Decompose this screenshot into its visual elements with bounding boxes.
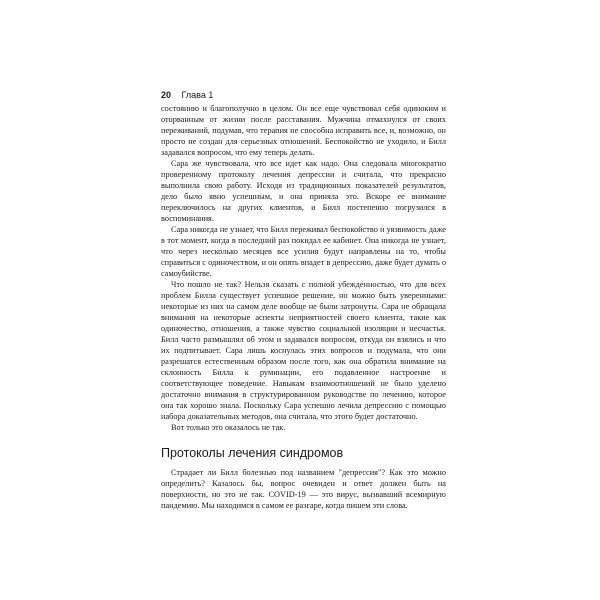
running-head <box>161 88 446 102</box>
body-text-after <box>161 467 446 511</box>
paragraph: Вот только это оказалось не так. <box>171 423 286 432</box>
page-number: 20 <box>161 90 172 100</box>
book-page <box>161 88 446 511</box>
paragraph: состоянию и благополучно в целом. Он все еще чувствовал себя одиноким и оторванным от жизни после расставания. Мужчина отмахнулся от своих переживаний, подумав, что терапия не способна исправить все, и, возможно, он просто не создан для серьезных отношений. Беспокойство не уходило, и Билл задавался вопросом, что ему теперь делать. <box>161 104 446 157</box>
paragraph: Что пошло не так? Нельзя сказать с полной убежденностью, что для всех проблем Билла существует успешное решение, но можно быть уверенными: некоторые из них на самом деле вообще не были затронуты. Сара не обращала внимания на некоторые аспекты неприятностей своего клиента, такие как одиночество, отношения, а также чувство социальной изоляции и несчастья. Билл часто размышлял об этом и задавался вопросом, откуда он взялись и что их подпитывает. Сара лишь коснулась этих вопросов и подумала, что они разрешатся естественным образом после того, как она обратила внимание на склонность Билла к руминации, его подавленное настроение и соответствующее поведение. Навыкам взаимоотношений не было уделено достаточно внимания в структурированном руководстве по лечению, которое она так хорошо знала. Поскольку Сара успешно лечила депрессию с помощью набора доказательных методов, она считала, что этого будет достаточно. <box>161 280 446 421</box>
paragraph: Сара же чувствовала, что все идет как надо. Она следовала многократно проверенному протоколу лечения депрессии и считала, что прекрасно выполнила свою работу. Исходя из традиционных показателей результатов, дело было явно успешным, и она приняла это. Вскоре ее внимание переключилось на других клиентов, и Билл постепенно погрузился в воспоминания. <box>161 159 446 223</box>
body-text-before <box>161 103 446 433</box>
section-heading: Протоколы лечения синдромов <box>161 446 344 460</box>
chapter-label: Глава 1 <box>181 90 214 100</box>
paragraph: Страдает ли Билл болезнью под названием "депрессия"? Как это можно определить? Казалось бы, вопрос очевиден и ответ должен быть на поверхности, но это не так. COVID-19 — это вирус, вызвавший всемирную пандемию. Мы находимся в самом ее разгаре, когда пишем эти слова. <box>161 468 446 510</box>
paragraph: Сара никогда не узнает, что Билл переживал беспокойство и уязвимость даже в тот момент, когда в последний раз покидал ее кабинет. Она никогда не узнает, что через несколько месяцев все усилия будут направлены на то, чтобы справиться с одиночеством, и он опять впадет в депрессию, даже будет думать о самоубийстве. <box>161 225 446 278</box>
